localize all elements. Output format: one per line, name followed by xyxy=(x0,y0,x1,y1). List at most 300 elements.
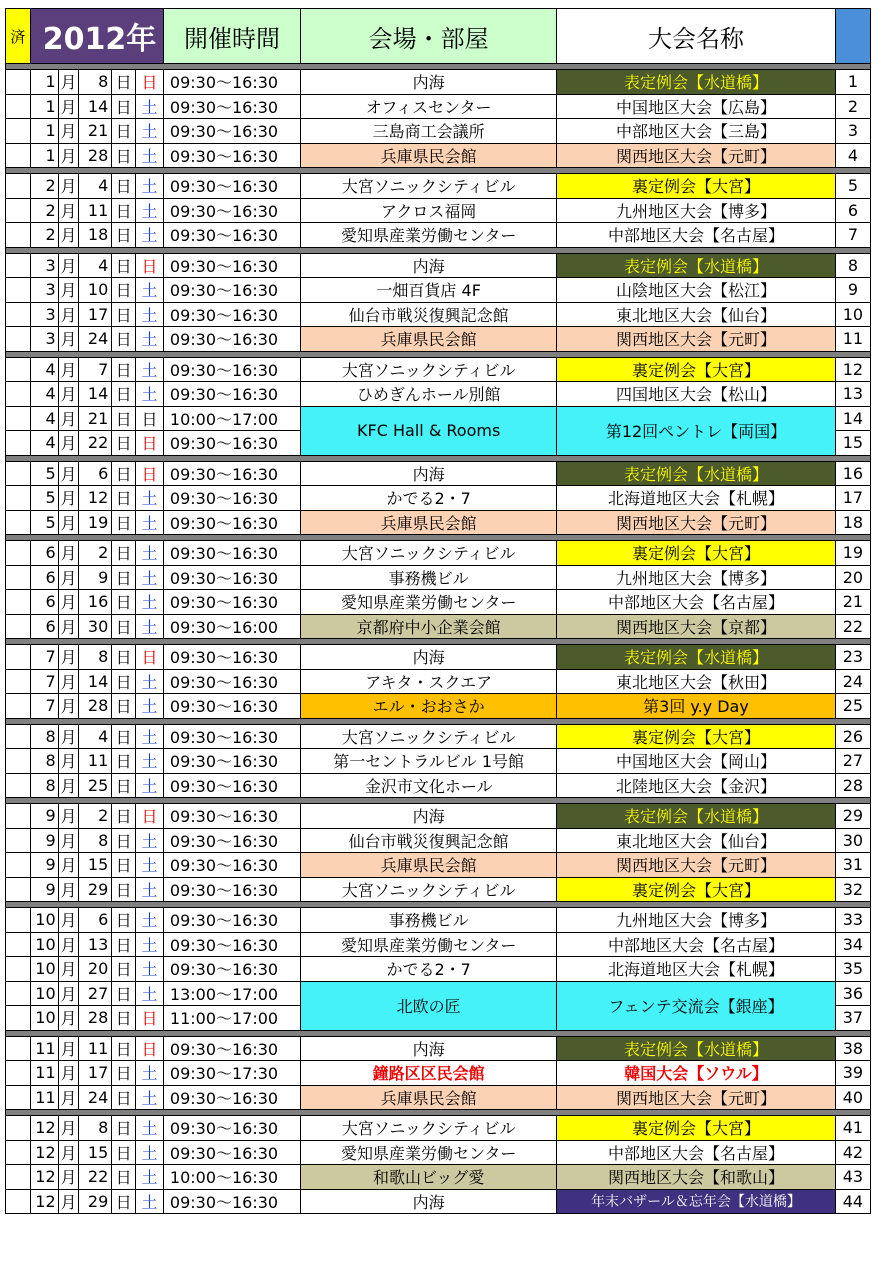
event-number: 4 xyxy=(835,143,870,168)
venue-cell: 京都府中小企業会館 xyxy=(301,614,557,639)
day-value: 29 xyxy=(79,1189,112,1214)
weekday-cell: 土 xyxy=(136,590,164,615)
event-name-cell: 四国地区大会【松山】 xyxy=(557,382,836,407)
done-cell xyxy=(6,541,31,566)
venue-cell: 内海 xyxy=(301,70,557,95)
event-name-cell: 東北地区大会【秋田】 xyxy=(557,669,836,694)
month-unit: 月 xyxy=(58,1085,79,1110)
day-value: 6 xyxy=(79,461,112,486)
table-row xyxy=(6,174,871,199)
day-value: 21 xyxy=(79,406,112,431)
weekday-cell: 土 xyxy=(136,669,164,694)
event-number: 33 xyxy=(835,908,870,933)
table-row xyxy=(6,804,871,829)
day-unit: 日 xyxy=(112,853,136,878)
month-value: 11 xyxy=(30,1085,58,1110)
event-number: 21 xyxy=(835,590,870,615)
weekday-cell: 土 xyxy=(136,198,164,223)
month-unit: 月 xyxy=(58,486,79,511)
table-row xyxy=(6,94,871,119)
event-name-cell: 裏定例会【大宮】 xyxy=(557,174,836,199)
month-value: 12 xyxy=(30,1140,58,1165)
day-unit: 日 xyxy=(112,278,136,303)
time-cell: 09:30～16:30 xyxy=(163,486,300,511)
venue-cell: 内海 xyxy=(301,1189,557,1214)
venue-cell: 内海 xyxy=(301,253,557,278)
event-number: 19 xyxy=(835,541,870,566)
event-name-cell: 九州地区大会【博多】 xyxy=(557,908,836,933)
event-name-cell: 年末バザール＆忘年会【水道橋】 xyxy=(557,1189,836,1214)
day-value: 21 xyxy=(79,119,112,144)
done-cell xyxy=(6,94,31,119)
done-cell xyxy=(6,877,31,902)
day-value: 16 xyxy=(79,590,112,615)
done-cell xyxy=(6,1140,31,1165)
month-unit: 月 xyxy=(58,1036,79,1061)
event-name-cell: 中部地区大会【名古屋】 xyxy=(557,590,836,615)
day-unit: 日 xyxy=(112,302,136,327)
day-unit: 日 xyxy=(112,1189,136,1214)
day-value: 11 xyxy=(79,198,112,223)
day-value: 8 xyxy=(79,1116,112,1141)
month-unit: 月 xyxy=(58,1116,79,1141)
month-value: 5 xyxy=(30,510,58,535)
venue-cell: 大宮ソニックシティビル xyxy=(301,877,557,902)
venue-cell: エル・おおさか xyxy=(301,694,557,719)
month-unit: 月 xyxy=(58,1006,79,1031)
weekday-cell: 土 xyxy=(136,541,164,566)
venue-cell: 兵庫県民会館 xyxy=(301,327,557,352)
weekday-cell: 土 xyxy=(136,932,164,957)
day-value: 2 xyxy=(79,541,112,566)
month-value: 8 xyxy=(30,773,58,798)
time-cell: 09:30～16:30 xyxy=(163,877,300,902)
month-value: 7 xyxy=(30,694,58,719)
event-name-cell: 北海道地区大会【札幌】 xyxy=(557,486,836,511)
event-name-cell: 第12回ペントレ【両国】 xyxy=(557,406,836,455)
done-cell xyxy=(6,749,31,774)
month-value: 10 xyxy=(30,981,58,1006)
event-number: 38 xyxy=(835,1036,870,1061)
day-value: 20 xyxy=(79,957,112,982)
month-value: 6 xyxy=(30,590,58,615)
event-number: 16 xyxy=(835,461,870,486)
venue-cell: アキタ・スクエア xyxy=(301,669,557,694)
table-row xyxy=(6,981,871,1006)
day-unit: 日 xyxy=(112,804,136,829)
day-value: 24 xyxy=(79,1085,112,1110)
time-cell: 09:30～16:30 xyxy=(163,669,300,694)
day-unit: 日 xyxy=(112,357,136,382)
number-header xyxy=(835,9,870,64)
event-number: 39 xyxy=(835,1061,870,1086)
event-name-cell: 東北地区大会【仙台】 xyxy=(557,828,836,853)
table-row xyxy=(6,932,871,957)
venue-cell: かでる2・7 xyxy=(301,957,557,982)
event-number: 12 xyxy=(835,357,870,382)
venue-cell: ひめぎんホール別館 xyxy=(301,382,557,407)
event-name-cell: 関西地区大会【和歌山】 xyxy=(557,1165,836,1190)
schedule-table xyxy=(5,8,871,1214)
month-unit: 月 xyxy=(58,302,79,327)
weekday-cell: 日 xyxy=(136,645,164,670)
done-cell xyxy=(6,198,31,223)
day-value: 24 xyxy=(79,327,112,352)
month-unit: 月 xyxy=(58,357,79,382)
day-value: 13 xyxy=(79,932,112,957)
month-unit: 月 xyxy=(58,174,79,199)
table-row xyxy=(6,773,871,798)
event-number: 30 xyxy=(835,828,870,853)
weekday-cell: 土 xyxy=(136,302,164,327)
time-cell: 09:30～16:30 xyxy=(163,828,300,853)
event-name-cell: 九州地区大会【博多】 xyxy=(557,565,836,590)
time-header: 開催時間 xyxy=(163,9,300,64)
month-unit: 月 xyxy=(58,198,79,223)
event-name-cell: 裏定例会【大宮】 xyxy=(557,357,836,382)
day-value: 9 xyxy=(79,565,112,590)
time-cell: 09:30～16:30 xyxy=(163,302,300,327)
month-unit: 月 xyxy=(58,541,79,566)
venue-cell: 三島商工会議所 xyxy=(301,119,557,144)
time-cell: 09:30～16:30 xyxy=(163,932,300,957)
done-cell xyxy=(6,981,31,1006)
time-cell: 09:30～16:30 xyxy=(163,94,300,119)
event-number: 31 xyxy=(835,853,870,878)
month-unit: 月 xyxy=(58,694,79,719)
month-value: 1 xyxy=(30,94,58,119)
weekday-cell: 日 xyxy=(136,253,164,278)
day-value: 17 xyxy=(79,1061,112,1086)
month-unit: 月 xyxy=(58,669,79,694)
event-number: 1 xyxy=(835,70,870,95)
month-unit: 月 xyxy=(58,957,79,982)
month-value: 11 xyxy=(30,1036,58,1061)
table-row xyxy=(6,1189,871,1214)
table-row xyxy=(6,119,871,144)
done-cell xyxy=(6,382,31,407)
time-cell: 09:30～16:30 xyxy=(163,143,300,168)
day-value: 14 xyxy=(79,382,112,407)
event-name-cell: 表定例会【水道橋】 xyxy=(557,253,836,278)
month-unit: 月 xyxy=(58,510,79,535)
weekday-cell: 土 xyxy=(136,1165,164,1190)
month-value: 1 xyxy=(30,119,58,144)
day-unit: 日 xyxy=(112,1036,136,1061)
day-value: 4 xyxy=(79,253,112,278)
weekday-cell: 土 xyxy=(136,565,164,590)
event-name-cell: 裏定例会【大宮】 xyxy=(557,541,836,566)
event-name-cell: フェンテ交流会【銀座】 xyxy=(557,981,836,1030)
weekday-cell: 土 xyxy=(136,223,164,248)
venue-cell: 大宮ソニックシティビル xyxy=(301,724,557,749)
month-value: 12 xyxy=(30,1189,58,1214)
day-value: 15 xyxy=(79,853,112,878)
done-cell xyxy=(6,1165,31,1190)
venue-cell: 和歌山ビッグ愛 xyxy=(301,1165,557,1190)
month-value: 1 xyxy=(30,143,58,168)
table-row xyxy=(6,357,871,382)
done-cell xyxy=(6,406,31,431)
time-cell: 09:30～16:30 xyxy=(163,327,300,352)
day-unit: 日 xyxy=(112,981,136,1006)
month-value: 3 xyxy=(30,278,58,303)
day-unit: 日 xyxy=(112,590,136,615)
event-number: 25 xyxy=(835,694,870,719)
table-row xyxy=(6,302,871,327)
done-cell xyxy=(6,253,31,278)
month-value: 12 xyxy=(30,1116,58,1141)
table-row xyxy=(6,223,871,248)
month-unit: 月 xyxy=(58,981,79,1006)
event-name-cell: 韓国大会【ソウル】 xyxy=(557,1061,836,1086)
day-unit: 日 xyxy=(112,486,136,511)
weekday-cell: 土 xyxy=(136,327,164,352)
done-cell xyxy=(6,174,31,199)
venue-cell: オフィスセンター xyxy=(301,94,557,119)
month-value: 3 xyxy=(30,302,58,327)
event-number: 27 xyxy=(835,749,870,774)
weekday-cell: 土 xyxy=(136,957,164,982)
month-unit: 月 xyxy=(58,749,79,774)
done-cell xyxy=(6,1006,31,1031)
day-unit: 日 xyxy=(112,645,136,670)
time-cell: 09:30～16:30 xyxy=(163,223,300,248)
day-unit: 日 xyxy=(112,773,136,798)
table-row xyxy=(6,406,871,431)
done-cell xyxy=(6,302,31,327)
month-value: 4 xyxy=(30,406,58,431)
month-value: 11 xyxy=(30,1061,58,1086)
day-value: 8 xyxy=(79,645,112,670)
weekday-cell: 日 xyxy=(136,406,164,431)
venue-cell: 内海 xyxy=(301,645,557,670)
month-unit: 月 xyxy=(58,143,79,168)
event-number: 37 xyxy=(835,1006,870,1031)
event-number: 6 xyxy=(835,198,870,223)
event-name-cell: 裏定例会【大宮】 xyxy=(557,877,836,902)
day-value: 6 xyxy=(79,908,112,933)
event-name-cell: 山陰地区大会【松江】 xyxy=(557,278,836,303)
time-cell: 09:30～16:30 xyxy=(163,253,300,278)
month-unit: 月 xyxy=(58,908,79,933)
event-name-cell: 関西地区大会【元町】 xyxy=(557,853,836,878)
day-unit: 日 xyxy=(112,406,136,431)
month-unit: 月 xyxy=(58,253,79,278)
venue-cell: 内海 xyxy=(301,804,557,829)
month-value: 2 xyxy=(30,198,58,223)
done-cell xyxy=(6,510,31,535)
month-unit: 月 xyxy=(58,724,79,749)
day-value: 19 xyxy=(79,510,112,535)
table-row xyxy=(6,1036,871,1061)
event-number: 44 xyxy=(835,1189,870,1214)
venue-cell: 第一セントラルビル 1号館 xyxy=(301,749,557,774)
table-row xyxy=(6,198,871,223)
month-value: 10 xyxy=(30,932,58,957)
table-row xyxy=(6,957,871,982)
event-number: 14 xyxy=(835,406,870,431)
time-cell: 13:00～17:00 xyxy=(163,981,300,1006)
month-unit: 月 xyxy=(58,877,79,902)
event-number: 43 xyxy=(835,1165,870,1190)
event-name-cell: 中部地区大会【名古屋】 xyxy=(557,932,836,957)
table-row xyxy=(6,70,871,95)
time-cell: 09:30～17:30 xyxy=(163,1061,300,1086)
table-row xyxy=(6,1085,871,1110)
day-unit: 日 xyxy=(112,565,136,590)
table-row xyxy=(6,1165,871,1190)
day-unit: 日 xyxy=(112,1006,136,1031)
done-cell xyxy=(6,1116,31,1141)
venue-cell: 愛知県産業労働センター xyxy=(301,1140,557,1165)
day-value: 27 xyxy=(79,981,112,1006)
day-unit: 日 xyxy=(112,327,136,352)
done-cell xyxy=(6,223,31,248)
day-unit: 日 xyxy=(112,1165,136,1190)
weekday-cell: 土 xyxy=(136,1116,164,1141)
done-cell xyxy=(6,143,31,168)
event-number: 17 xyxy=(835,486,870,511)
time-cell: 09:30～16:30 xyxy=(163,1140,300,1165)
day-unit: 日 xyxy=(112,828,136,853)
month-unit: 月 xyxy=(58,431,79,456)
event-number: 2 xyxy=(835,94,870,119)
done-cell xyxy=(6,565,31,590)
weekday-cell: 土 xyxy=(136,828,164,853)
month-unit: 月 xyxy=(58,645,79,670)
day-value: 25 xyxy=(79,773,112,798)
event-name-cell: 裏定例会【大宮】 xyxy=(557,724,836,749)
day-unit: 日 xyxy=(112,461,136,486)
event-name-cell: 表定例会【水道橋】 xyxy=(557,70,836,95)
table-row xyxy=(6,510,871,535)
month-unit: 月 xyxy=(58,932,79,957)
event-name-cell: 中部地区大会【三島】 xyxy=(557,119,836,144)
day-unit: 日 xyxy=(112,541,136,566)
month-value: 2 xyxy=(30,223,58,248)
month-value: 4 xyxy=(30,431,58,456)
table-row xyxy=(6,253,871,278)
month-value: 3 xyxy=(30,327,58,352)
time-cell: 11:00～17:00 xyxy=(163,1006,300,1031)
done-cell xyxy=(6,590,31,615)
time-cell: 09:30～16:30 xyxy=(163,957,300,982)
event-name-cell: 関西地区大会【元町】 xyxy=(557,1085,836,1110)
event-name-cell: 関西地区大会【元町】 xyxy=(557,327,836,352)
done-cell xyxy=(6,1085,31,1110)
table-row xyxy=(6,614,871,639)
done-cell xyxy=(6,669,31,694)
day-unit: 日 xyxy=(112,119,136,144)
event-number: 5 xyxy=(835,174,870,199)
time-cell: 09:30～16:30 xyxy=(163,1085,300,1110)
month-value: 2 xyxy=(30,174,58,199)
month-unit: 月 xyxy=(58,70,79,95)
weekday-cell: 土 xyxy=(136,724,164,749)
day-value: 18 xyxy=(79,223,112,248)
done-cell xyxy=(6,645,31,670)
weekday-cell: 日 xyxy=(136,461,164,486)
weekday-cell: 日 xyxy=(136,70,164,95)
month-value: 7 xyxy=(30,645,58,670)
venue-cell: 大宮ソニックシティビル xyxy=(301,174,557,199)
time-cell: 09:30～16:30 xyxy=(163,724,300,749)
done-cell xyxy=(6,461,31,486)
table-row xyxy=(6,877,871,902)
done-cell xyxy=(6,327,31,352)
time-cell: 09:30～16:30 xyxy=(163,773,300,798)
month-unit: 月 xyxy=(58,565,79,590)
table-row xyxy=(6,486,871,511)
done-cell xyxy=(6,357,31,382)
venue-cell: アクロス福岡 xyxy=(301,198,557,223)
event-name-cell: 表定例会【水道橋】 xyxy=(557,645,836,670)
done-cell xyxy=(6,828,31,853)
day-unit: 日 xyxy=(112,932,136,957)
day-value: 2 xyxy=(79,804,112,829)
month-value: 10 xyxy=(30,1006,58,1031)
day-value: 17 xyxy=(79,302,112,327)
weekday-cell: 土 xyxy=(136,278,164,303)
table-row xyxy=(6,749,871,774)
weekday-cell: 土 xyxy=(136,1085,164,1110)
day-value: 8 xyxy=(79,70,112,95)
day-value: 11 xyxy=(79,749,112,774)
day-unit: 日 xyxy=(112,1140,136,1165)
time-cell: 09:30～16:30 xyxy=(163,541,300,566)
event-number: 7 xyxy=(835,223,870,248)
event-number: 28 xyxy=(835,773,870,798)
time-cell: 09:30～16:30 xyxy=(163,461,300,486)
done-cell xyxy=(6,278,31,303)
weekday-cell: 土 xyxy=(136,981,164,1006)
table-row xyxy=(6,382,871,407)
time-cell: 09:30～16:30 xyxy=(163,1116,300,1141)
day-value: 14 xyxy=(79,94,112,119)
table-row xyxy=(6,590,871,615)
time-cell: 09:30～16:30 xyxy=(163,645,300,670)
day-unit: 日 xyxy=(112,1085,136,1110)
month-value: 6 xyxy=(30,565,58,590)
month-unit: 月 xyxy=(58,804,79,829)
event-number: 15 xyxy=(835,431,870,456)
venue-cell: 一畑百貨店 4F xyxy=(301,278,557,303)
done-cell xyxy=(6,773,31,798)
month-value: 1 xyxy=(30,70,58,95)
venue-cell: かでる2・7 xyxy=(301,486,557,511)
weekday-cell: 土 xyxy=(136,773,164,798)
venue-cell: KFC Hall & Rooms xyxy=(301,406,557,455)
weekday-cell: 土 xyxy=(136,94,164,119)
time-cell: 09:30～16:30 xyxy=(163,70,300,95)
month-unit: 月 xyxy=(58,382,79,407)
event-number: 32 xyxy=(835,877,870,902)
venue-cell: 仙台市戦災復興記念館 xyxy=(301,302,557,327)
day-unit: 日 xyxy=(112,382,136,407)
event-number: 35 xyxy=(835,957,870,982)
venue-cell: 内海 xyxy=(301,1036,557,1061)
event-name-cell: 関西地区大会【元町】 xyxy=(557,510,836,535)
event-number: 9 xyxy=(835,278,870,303)
event-name-cell: 第3回 y.y Day xyxy=(557,694,836,719)
done-cell xyxy=(6,119,31,144)
done-cell xyxy=(6,1036,31,1061)
weekday-cell: 土 xyxy=(136,143,164,168)
table-row xyxy=(6,724,871,749)
weekday-cell: 土 xyxy=(136,1189,164,1214)
time-cell: 09:30～16:30 xyxy=(163,357,300,382)
